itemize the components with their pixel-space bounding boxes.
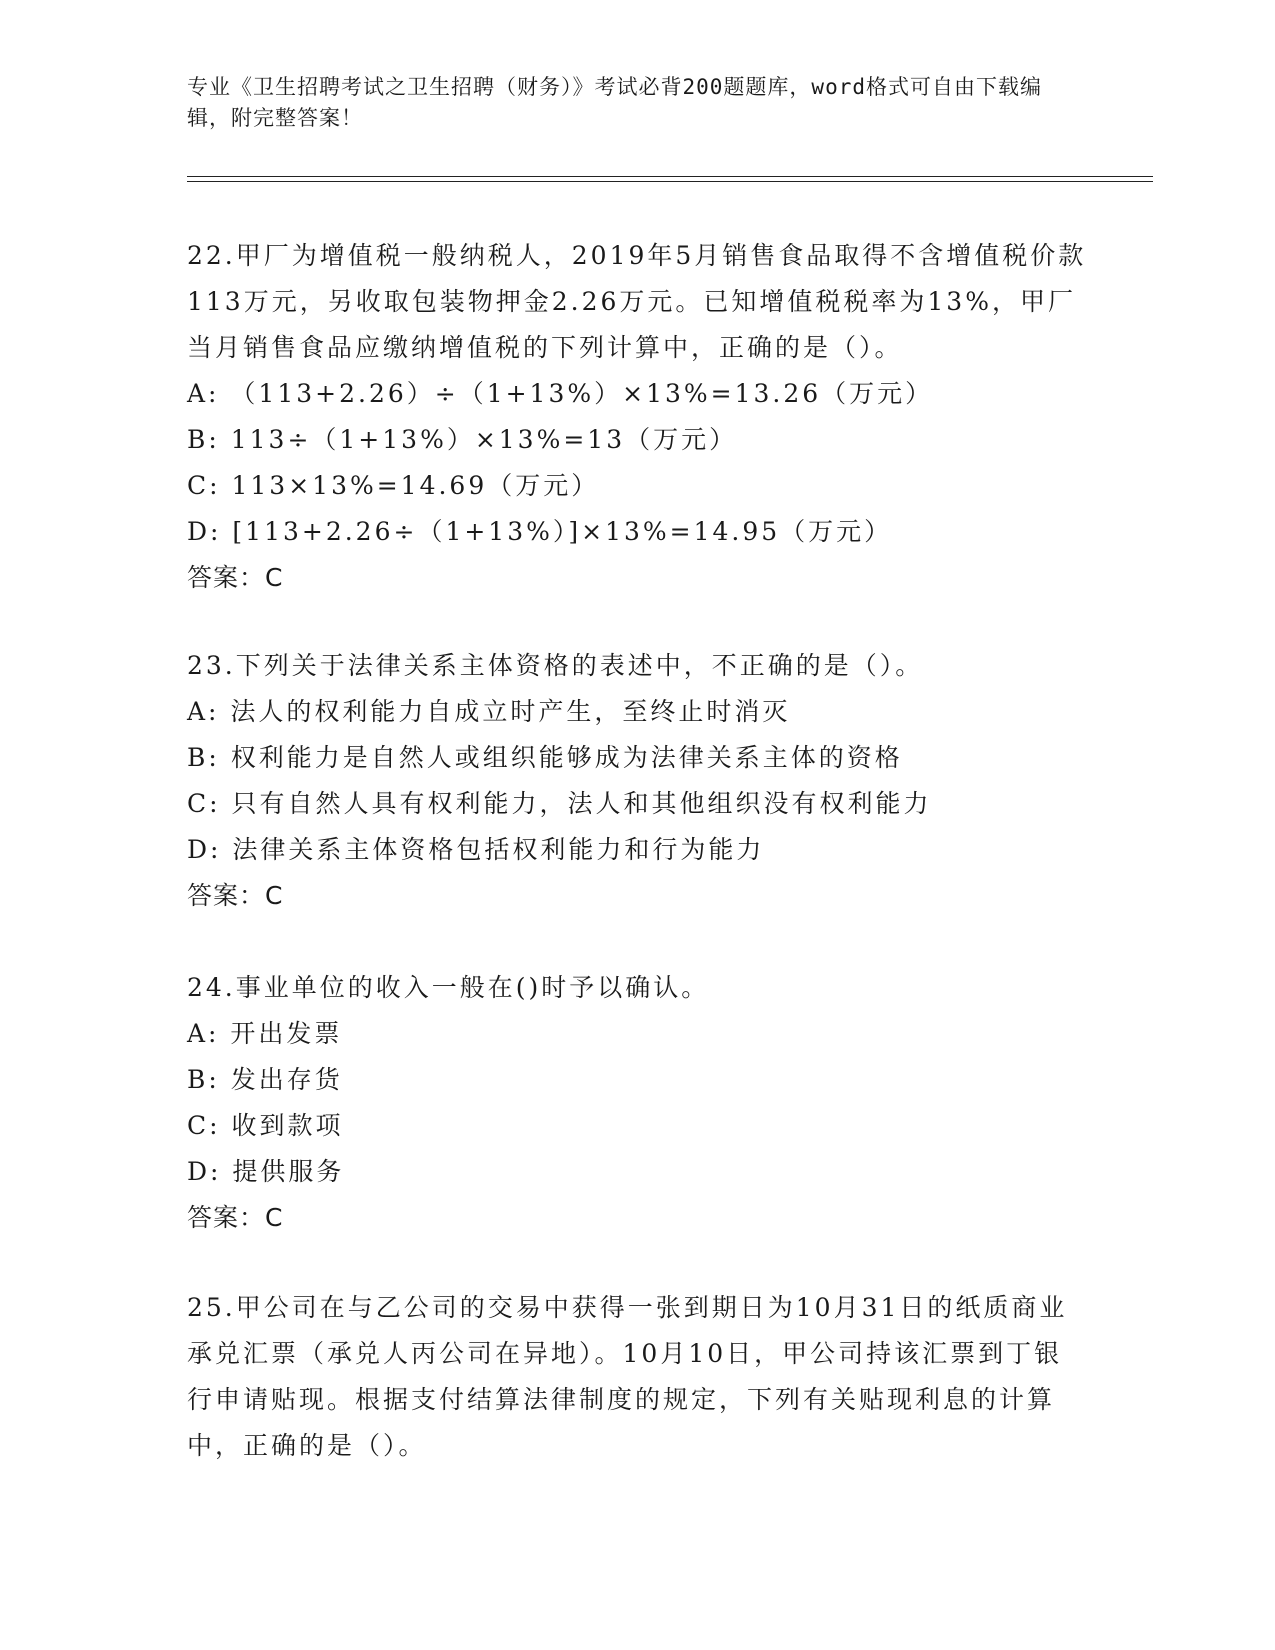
option-c: C: 只有自然人具有权利能力，法人和其他组织没有权利能力 xyxy=(187,789,932,818)
question-stem: 23.下列关于法律关系主体资格的表述中，不正确的是（）。 xyxy=(187,651,924,680)
question-24 xyxy=(187,965,1087,1241)
answer-label: 答案：C xyxy=(187,1203,284,1232)
option-b: B: 发出存货 xyxy=(187,1065,343,1094)
question-stem: 25.甲公司在与乙公司的交易中获得一张到期日为10月31日的纸质商业承兑汇票（承兑人丙公司在异地）。10月10日，甲公司持该汇票到丁银行申请贴现。根据支付结算法律制度的规定，下列有关贴现利息的计算中，正确的是（）。 xyxy=(187,1293,1068,1460)
option-c: C: 收到款项 xyxy=(187,1111,344,1140)
question-25 xyxy=(187,1285,1087,1469)
answer-label: 答案：C xyxy=(187,881,284,910)
option-a: A: 开出发票 xyxy=(187,1019,343,1048)
option-d: D: 提供服务 xyxy=(187,1157,345,1186)
question-23 xyxy=(187,643,1087,919)
header-divider-bottom xyxy=(187,181,1153,182)
question-22 xyxy=(187,233,1087,601)
option-c: C: 113×13%=14.69（万元） xyxy=(187,471,600,500)
header-divider-top xyxy=(187,176,1153,177)
question-stem: 24.事业单位的收入一般在()时予以确认。 xyxy=(187,973,710,1002)
option-a: A: （113+2.26）÷（1+13%）×13%=13.26（万元） xyxy=(187,379,934,408)
option-d: D: [113+2.26÷（1+13%）]×13%=14.95（万元） xyxy=(187,517,893,546)
answer-label: 答案：C xyxy=(187,563,284,592)
option-d: D: 法律关系主体资格包括权利能力和行为能力 xyxy=(187,835,765,864)
question-stem: 22.甲厂为增值税一般纳税人，2019年5月销售食品取得不含增值税价款113万元，另收取包装物押金2.26万元。已知增值税税率为13%，甲厂当月销售食品应缴纳增值税的下列计算中，正确的是（）。 xyxy=(187,241,1087,362)
option-b: B: 权利能力是自然人或组织能够成为法律关系主体的资格 xyxy=(187,743,903,772)
option-a: A: 法人的权利能力自成立时产生，至终止时消灭 xyxy=(187,697,791,726)
option-b: B: 113÷（1+13%）×13%=13（万元） xyxy=(187,425,738,454)
document-header: 专业《卫生招聘考试之卫生招聘（财务）》考试必背200题题库，word格式可自由下载编辑，附完整答案！ xyxy=(187,75,1042,130)
